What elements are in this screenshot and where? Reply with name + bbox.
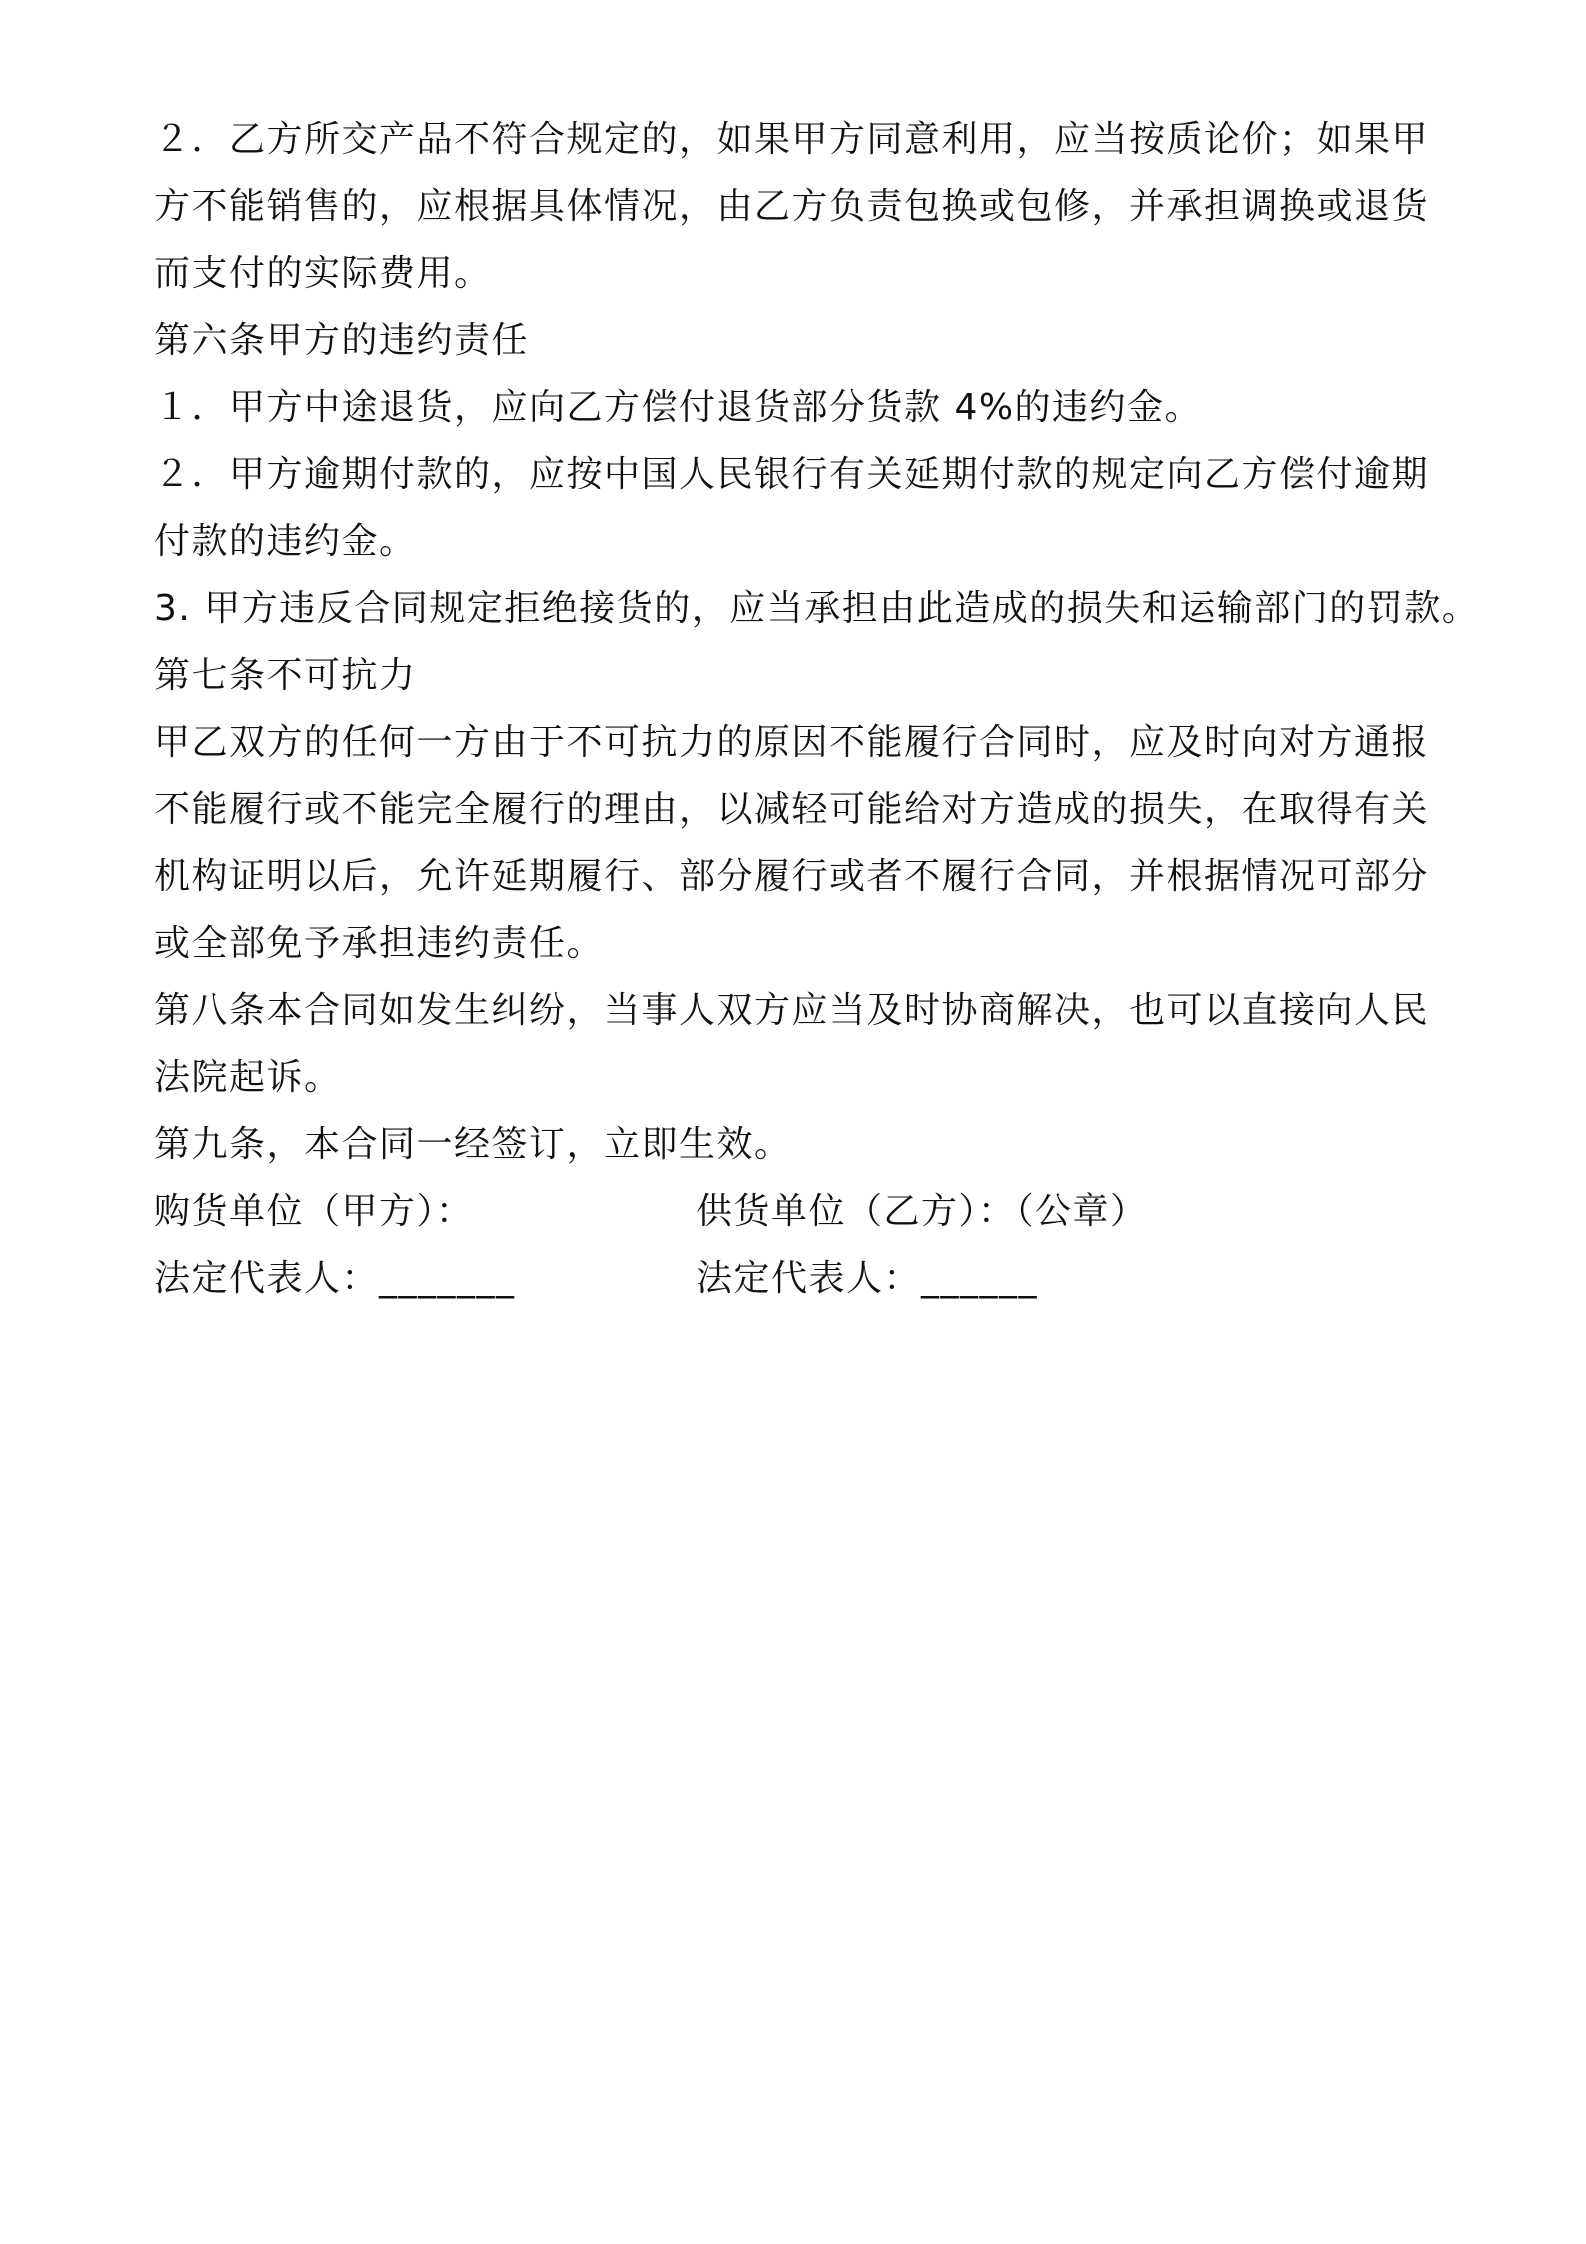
clause-7-text-line-1: 甲乙双方的任何一方由于不可抗力的原因不能履行合同时，应及时向对方通报 <box>154 722 1430 763</box>
clause-8-line-1: 第八条本合同如发生纠纷，当事人双方应当及时协商解决，也可以直接向人民 <box>154 990 1430 1031</box>
clause-8-line-2: 法院起诉。 <box>154 1057 342 1098</box>
clause-5-item-2-line-1: ２．乙方所交产品不符合规定的，如果甲方同意利用，应当按质论价；如果甲 <box>154 119 1430 160</box>
contract-body <box>154 106 1480 1312</box>
clause-6-heading: 第六条甲方的违约责任 <box>154 320 530 361</box>
clause-9: 第九条，本合同一经签订，立即生效。 <box>154 1124 792 1165</box>
signature-representatives-row <box>154 1245 1454 1312</box>
clause-7-text-line-3: 机构证明以后，允许延期履行、部分履行或者不履行合同，并根据情况可部分 <box>154 856 1430 897</box>
clause-7-text-line-4: 或全部免予承担违约责任。 <box>154 923 605 964</box>
clause-6-item-3: 3. 甲方违反合同规定拒绝接货的，应当承担由此造成的损失和运输部门的罚款。 <box>154 588 1480 629</box>
clause-6-item-2-line-2: 付款的违约金。 <box>154 521 417 562</box>
clause-6-item-2-line-1: ２．甲方逾期付款的，应按中国人民银行有关延期付款的规定向乙方偿付逾期 <box>154 454 1430 495</box>
clause-5-item-2-line-2: 方不能销售的，应根据具体情况，由乙方负责包换或包修，并承担调换或退货 <box>154 186 1430 227</box>
seller-unit-label: 供货单位（乙方）：（公章） <box>696 1191 1148 1232</box>
clause-7-heading: 第七条不可抗力 <box>154 655 417 696</box>
buyer-unit-label: 购货单位（甲方）： <box>154 1191 474 1232</box>
seller-representative-field: 法定代表人：______ <box>696 1258 1039 1299</box>
clause-5-item-2-line-3: 而支付的实际费用。 <box>154 253 492 294</box>
clause-7-text-line-2: 不能履行或不能完全履行的理由，以减轻可能给对方造成的损失，在取得有关 <box>154 789 1430 830</box>
clause-6-item-1: １．甲方中途退货，应向乙方偿付退货部分货款 4%的违约金。 <box>154 387 1203 428</box>
signature-units-row <box>154 1178 1454 1245</box>
buyer-representative-field: 法定代表人：_______ <box>154 1258 516 1299</box>
